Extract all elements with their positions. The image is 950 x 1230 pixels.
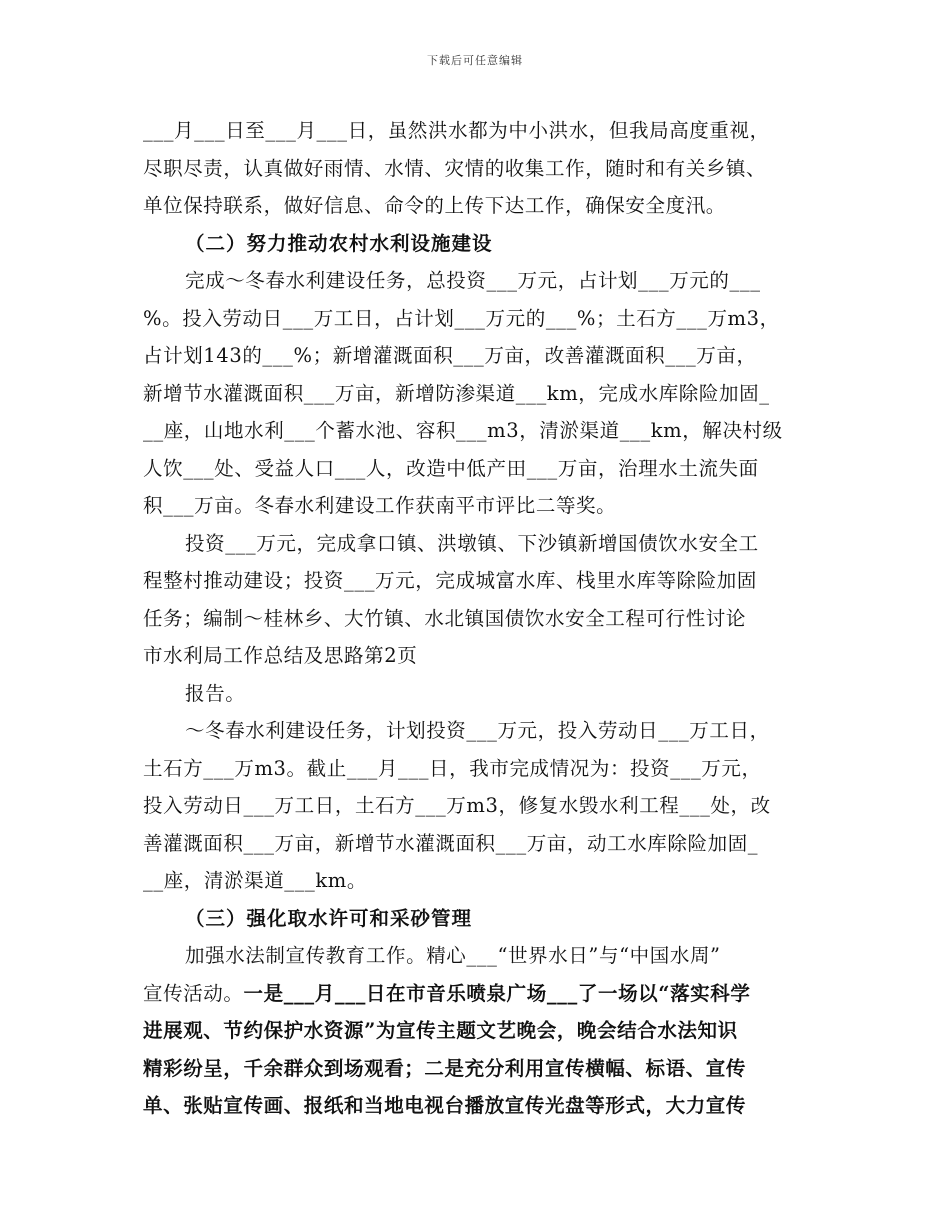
section-heading-3: （三）强化取水许可和采砂管理 (185, 906, 473, 930)
body-line: 占计划143的___%；新增灌溉面积___万亩，改善灌溉面积___万亩， (143, 344, 757, 367)
body-line: 投资___万元，完成拿口镇、洪墩镇、下沙镇新增国债饮水安全工 (185, 531, 759, 555)
body-line: __座，清淤渠道___km。 (143, 869, 367, 892)
body-line: 土石方___万m3。截止___月___日，我市完成情况为：投资___万元， (143, 756, 762, 780)
body-line: 投入劳动日___万工日，土石方___万m3，修复水毁水利工程___处，改 (143, 794, 771, 817)
document-body (143, 112, 813, 1125)
body-line: ___月___日至___月___日，虽然洪水都为中小洪水，但我局高度重视， (143, 119, 770, 142)
body-line: 尽职尽责，认真做好雨情、水情、灾情的收集工作，随时和有关乡镇、 (143, 156, 767, 180)
page-break-label: 市水利局工作总结及思路第2页 (143, 644, 418, 667)
body-line: 完成～冬春水利建设任务，总投资___万元，占计划___万元的___ (185, 269, 761, 292)
body-line-bold: 进展观、节约保护水资源”为宣传主题文艺晚会，晚会结合水法知识 (143, 1019, 738, 1042)
body-line: 加强水法制宣传教育工作。精心___“世界水日”与“中国水周” (185, 944, 721, 967)
body-line: 善灌溉面积___万亩，新增节水灌溉面积___万亩，动工水库除险加固_ (143, 831, 759, 855)
body-line: 程整村推动建设；投资___万元，完成城富水库、栈里水库等除险加固 (143, 569, 757, 592)
section-heading-2: （二）努力推动农村水利设施建设 (185, 231, 493, 255)
body-line: __座，山地水利___个蓄水池、容积___m3，清淤渠道___km，解决村级 (143, 419, 783, 442)
body-line: 人饮___处、受益人口___人，改造中低产田___万亩，治理水土流失面 (143, 456, 759, 480)
body-line: ～冬春水利建设任务，计划投资___万元，投入劳动日___万工日， (185, 719, 770, 742)
body-line: 积___万亩。冬春水利建设工作获南平市评比二等奖。 (143, 494, 617, 517)
body-line: 报告。 (185, 681, 246, 705)
body-text-normal: 宣传活动。 (143, 981, 244, 1005)
body-line: 任务；编制～桂林乡、大竹镇、水北镇国债饮水安全工程可行性讨论 (143, 606, 747, 630)
body-line-bold: 单、张贴宣传画、报纸和当地电视台播放宣传光盘等形式，大力宣传 (143, 1094, 747, 1117)
body-line: %。投入劳动日___万工日，占计划___万元的___%；土石方___万m3， (143, 306, 780, 330)
body-line: 单位保持联系，做好信息、命令的上传下达工作，确保安全度汛。 (143, 194, 726, 217)
body-text-bold: 一是___月___日在市音乐喷泉广场___了一场以“落实科学 (243, 981, 751, 1005)
page-header-note: 下载后可任意编辑 (427, 54, 523, 67)
body-line-mixed (143, 975, 813, 1013)
body-line-bold: 精彩纷呈，千余群众到场观看；二是充分利用宣传横幅、标语、宣传 (143, 1056, 747, 1080)
body-line: 新增节水灌溉面积___万亩，新增防渗渠道___km，完成水库除险加固_ (143, 381, 770, 405)
